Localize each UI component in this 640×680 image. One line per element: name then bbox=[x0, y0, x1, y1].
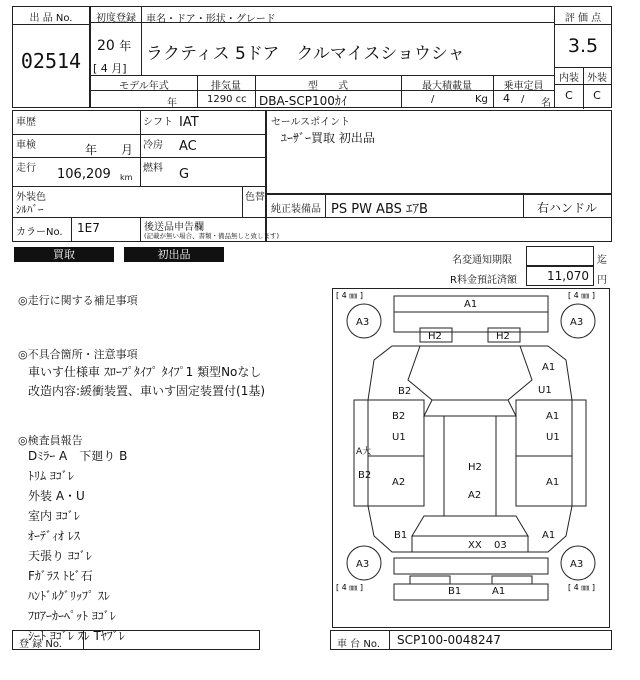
headlight-right-code: H2 bbox=[496, 331, 510, 342]
quarter-left-code: B1 bbox=[394, 530, 408, 541]
sales-point-label: セールスポイント bbox=[271, 117, 351, 128]
inspection-year: 年 bbox=[85, 143, 98, 157]
score-label: 評 価 点 bbox=[555, 9, 611, 25]
side-left-code-b2: B2 bbox=[358, 470, 372, 481]
rear-code-03: 03 bbox=[494, 540, 507, 551]
hood-outline-inner bbox=[408, 346, 532, 400]
history-label: 車歴 bbox=[16, 117, 36, 128]
front-door-right-outline bbox=[516, 400, 572, 456]
color-value: ｼﾙﾊﾞｰ bbox=[16, 203, 44, 216]
inspector-line: 天張り ﾖｺﾞﾚ bbox=[28, 549, 92, 563]
mileage-label: 走行 bbox=[16, 163, 36, 174]
wheel-rl-code: A3 bbox=[356, 559, 370, 570]
type-value: DBA-SCP100ｶｲ bbox=[259, 94, 347, 108]
inspector-line: ｵｰﾃﾞｨｵ ﾚｽ bbox=[28, 529, 80, 543]
capacity-sep: / bbox=[521, 94, 525, 105]
color-no-value: 1E7 bbox=[77, 221, 100, 235]
first-registration-label: 初度登録 bbox=[96, 13, 136, 24]
defects-title: ◎不具合箇所・注意事項 bbox=[18, 348, 138, 361]
wheel-rr-code: A3 bbox=[570, 559, 584, 570]
inspector-line: ﾄﾘﾑ ﾖｺﾞﾚ bbox=[28, 469, 74, 483]
door-right-code-a1: A1 bbox=[546, 411, 560, 422]
recycle-box bbox=[526, 266, 594, 286]
recycle-label: R料金預託済額 bbox=[450, 275, 517, 286]
exterior-grade: C bbox=[593, 89, 601, 102]
equipment-value: PS PW ABS ｴｱB bbox=[331, 202, 428, 217]
mileage-unit: km bbox=[120, 173, 133, 182]
inspector-line: ｼｰﾄ ﾖｺﾞﾚ ｽﾚ Tﾔﾌﾞﾚ bbox=[28, 629, 125, 643]
roof-code-a2: A2 bbox=[468, 490, 482, 501]
exterior-label: 外装 bbox=[587, 73, 607, 84]
score-value: 3.5 bbox=[567, 35, 599, 57]
side-right-code-a1: A1 bbox=[546, 477, 560, 488]
windshield-outline bbox=[424, 400, 516, 416]
first-listing-tag: 初出品 bbox=[124, 247, 224, 262]
max-load-label: 最大積載量 bbox=[422, 81, 472, 92]
sales-point-box bbox=[266, 110, 612, 194]
damage-diagram bbox=[332, 288, 610, 628]
roof-code-h2: H2 bbox=[468, 462, 482, 473]
rear-bumper-code-b1: B1 bbox=[448, 586, 462, 597]
car-name-box bbox=[141, 6, 555, 76]
door-left-code-b2: B2 bbox=[392, 411, 406, 422]
rear-window-outline bbox=[412, 516, 528, 536]
car-name: ラクティス 5ドア クルマイスショウシャ bbox=[146, 44, 465, 64]
notes-area bbox=[14, 290, 324, 643]
diagram-corner-tl: [ 4 ㎜ ] bbox=[336, 291, 363, 300]
rear-bumper-outline bbox=[394, 558, 548, 574]
rear-door-right-outline bbox=[516, 456, 572, 506]
wheel-fr-code: A3 bbox=[570, 317, 584, 328]
fender-right-code-a1: A1 bbox=[542, 362, 556, 373]
fuel-label: 燃料 bbox=[143, 163, 163, 174]
chassis-value: SCP100-0048247 bbox=[397, 633, 501, 647]
car-name-label: 車名・ドア・形状・グレード bbox=[146, 14, 276, 25]
inspection-month: 月 bbox=[121, 143, 134, 157]
inspector-line: ﾌﾛｱｰｶｰﾍﾟｯﾄ ﾖｺﾞﾚ bbox=[28, 609, 116, 623]
displacement-label: 排気量 bbox=[211, 81, 241, 92]
inspection-label: 車検 bbox=[16, 140, 36, 151]
rear-bumper-lower-outline bbox=[394, 584, 548, 600]
defects-line-1: 車いす仕様車 ｽﾛｰﾌﾟﾀｲﾌﾟ ﾀｲﾌﾟ1 類型Noなし bbox=[28, 365, 262, 379]
name-change-value bbox=[526, 246, 594, 266]
tail-lamp-right-outline bbox=[492, 576, 532, 584]
tail-lamp-left-outline bbox=[410, 576, 450, 584]
year-value: 20 bbox=[97, 38, 115, 54]
registration-box bbox=[12, 630, 260, 650]
mileage-value: 106,209 bbox=[57, 167, 111, 182]
chassis-box bbox=[330, 630, 612, 650]
specs-box bbox=[12, 110, 280, 242]
capacity-value: 4 bbox=[503, 92, 510, 105]
capacity-unit: 名 bbox=[541, 98, 551, 109]
equipment-label: 純正装備品 bbox=[271, 204, 321, 215]
wheel-fl-code: A3 bbox=[356, 317, 370, 328]
max-load-unit: Kg bbox=[475, 94, 488, 105]
ac-value: AC bbox=[179, 139, 197, 154]
body-outline bbox=[368, 346, 572, 552]
name-change-unit: 迄 bbox=[597, 255, 607, 266]
inspector-line: 外装 A・U bbox=[28, 489, 85, 503]
displacement-value: 1290 cc bbox=[207, 94, 247, 105]
lot-number-box bbox=[12, 6, 90, 108]
interior-grade: C bbox=[565, 89, 573, 102]
supplement-title: ◎走行に関する補足事項 bbox=[18, 294, 138, 307]
fender-right-code-u1: U1 bbox=[538, 385, 552, 396]
score-box bbox=[554, 6, 612, 108]
inspector-line: ﾊﾝﾄﾞﾙｸﾞﾘｯﾌﾟ ｽﾚ bbox=[28, 589, 110, 603]
side-left-code-a2: A2 bbox=[392, 477, 406, 488]
shift-label: シフト bbox=[143, 117, 173, 128]
capacity-label: 乗車定員 bbox=[503, 81, 544, 92]
door-left-code-u1: U1 bbox=[392, 432, 406, 443]
name-change-label: 名変通知期限 bbox=[452, 255, 512, 266]
door-right-code-u1: U1 bbox=[546, 432, 560, 443]
interior-label: 内装 bbox=[559, 73, 579, 84]
model-year-label: モデル年式 bbox=[119, 81, 169, 92]
type-label: 型 式 bbox=[308, 81, 348, 92]
repaint-label: 色替 bbox=[245, 192, 265, 203]
chassis-label: 車 台 No. bbox=[337, 639, 380, 650]
front-door-left-outline bbox=[368, 400, 424, 456]
quarter-right-code: A1 bbox=[542, 530, 556, 541]
side-sill-right-outline bbox=[572, 400, 586, 506]
headlight-left-code: H2 bbox=[428, 331, 442, 342]
fuel-value: G bbox=[179, 167, 190, 182]
equipment-box bbox=[266, 194, 612, 242]
defects-line-2: 改造内容:緩衝装置、車いす固定装置付(1基) bbox=[28, 384, 266, 398]
rear-code-xx: XX bbox=[468, 540, 482, 551]
side-left-code-a-big: A大 bbox=[356, 447, 372, 457]
diagram-corner-br: [ 4 ㎜ ] bbox=[568, 583, 595, 592]
max-load-value: / bbox=[431, 94, 435, 105]
year-unit: 年 bbox=[119, 39, 132, 53]
sales-point-value: ﾕｰｻﾞｰ買取 初出品 bbox=[281, 131, 375, 145]
inspector-title: ◎検査員報告 bbox=[18, 434, 83, 447]
front-bumper-code: A1 bbox=[464, 299, 478, 310]
lot-number: 02514 bbox=[20, 49, 82, 73]
recycle-unit: 円 bbox=[597, 275, 607, 286]
first-registration-month: [ 4 月] bbox=[93, 62, 127, 75]
diagram-corner-bl: [ 4 ㎜ ] bbox=[336, 583, 363, 592]
postreport-note: (記載が無い場合、書類・備品無しと致します) bbox=[144, 232, 280, 240]
ac-label: 冷房 bbox=[143, 140, 163, 151]
recycle-value: 11,070 bbox=[547, 269, 589, 283]
registration-label: 登 録 No. bbox=[19, 639, 62, 650]
inspector-line: 室内 ﾖｺﾞﾚ bbox=[28, 509, 80, 523]
first-registration-year bbox=[97, 37, 131, 54]
hood-outline bbox=[394, 312, 548, 332]
first-registration-box bbox=[90, 6, 142, 76]
diagram-corner-tr: [ 4 ㎜ ] bbox=[568, 291, 595, 300]
spec-header-row bbox=[90, 75, 555, 108]
steering-value: 右ハンドル bbox=[537, 201, 598, 215]
color-label: 外装色 bbox=[16, 192, 46, 203]
purchase-tag: 買取 bbox=[14, 247, 114, 262]
inspector-line: Dﾐﾗｰ A 下廻り B bbox=[28, 449, 128, 463]
rear-bumper-code-a1: A1 bbox=[492, 586, 506, 597]
postreport-label: 後送品申告欄 bbox=[144, 222, 204, 233]
fender-left-code: B2 bbox=[398, 386, 412, 397]
shift-value: IAT bbox=[179, 115, 199, 130]
color-no-label: カラーNo. bbox=[16, 227, 63, 238]
inspector-line: Fｶﾞﾗｽ ﾄﾋﾞ石 bbox=[28, 569, 93, 583]
lot-number-label: 出 品 No. bbox=[13, 9, 89, 25]
model-year-unit: 年 bbox=[167, 98, 177, 109]
